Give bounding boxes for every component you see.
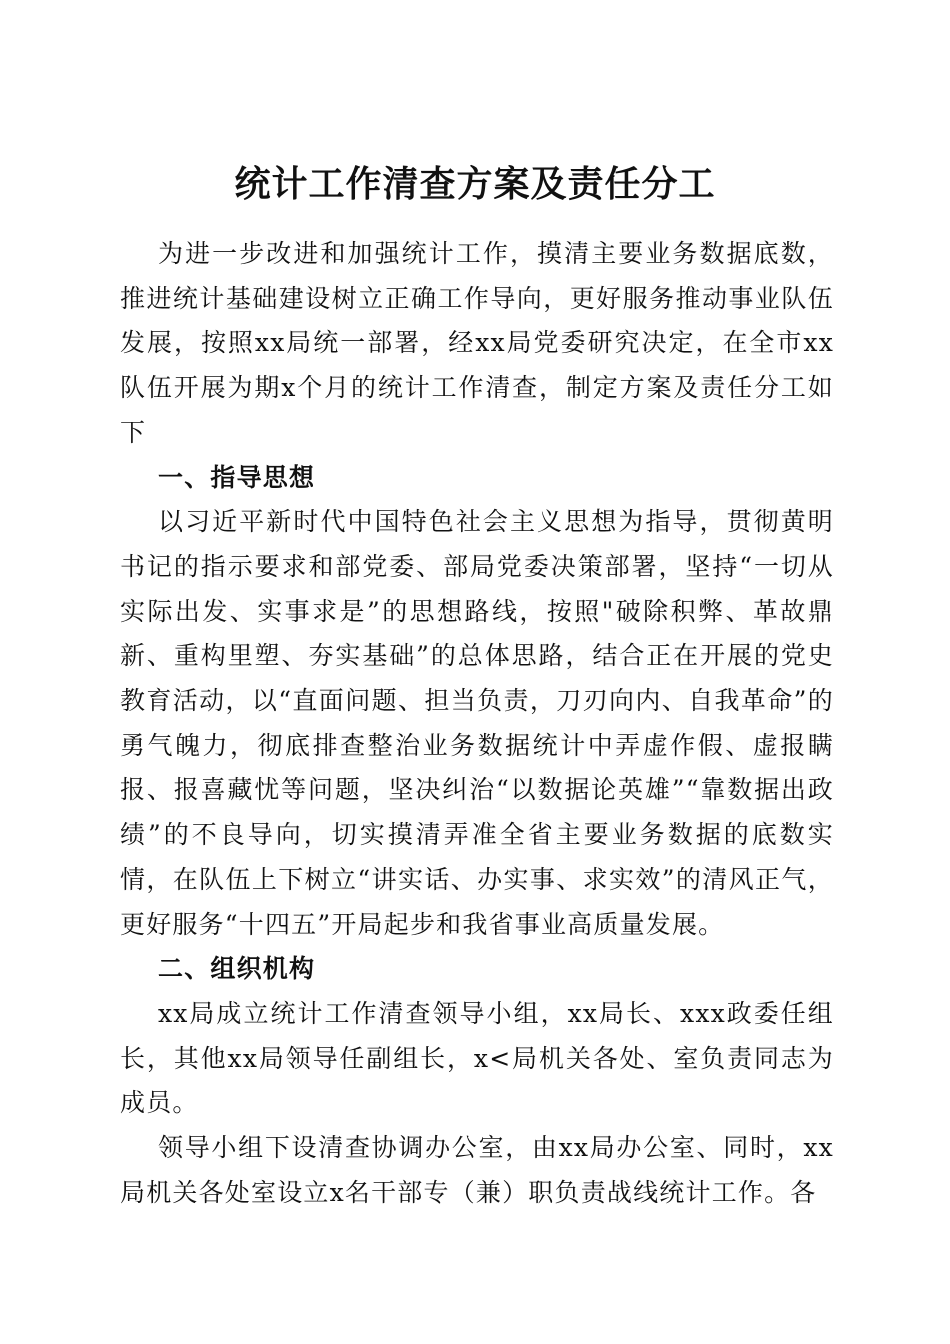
organization-paragraph-2: 领导小组下设清查协调办公室，由xx局办公室、同时，xx局机关各处室设立x名干部专（兼）职负责战线统计工作。各: [120, 1133, 834, 1207]
document-body: [120, 232, 834, 1215]
section-heading-organization: 二、组织机构: [158, 954, 316, 984]
document-title: 统计工作清查方案及责任分工: [234, 163, 716, 206]
organization-paragraph-1: xx局成立统计工作清查领导小组，xx局长、xxx政委任组长，其他xx局领导任副组长，x<局机关各处、室负责同志为成员。: [120, 998, 834, 1118]
section-heading-guiding-ideology: 一、指导思想: [158, 462, 316, 492]
intro-paragraph: 为进一步改进和加强统计工作，摸清主要业务数据底数，推进统计基础建设树立正确工作导向，更好服务推动事业队伍发展，按照xx局统一部署，经xx局党委研究决定，在全市xx队伍开展为期x个月的统计工作清查，制定方案及责任分工如下: [120, 239, 834, 447]
guiding-ideology-paragraph: 以习近平新时代中国特色社会主义思想为指导，贯彻黄明书记的指示要求和部党委、部局党委决策部署，坚持“一切从实际出发、实事求是”的思想路线，按照"破除积弊、革故鼎新、重构里塑、夯实基础”的总体思路，结合正在开展的党史教育活动，以“直面问题、担当负责，刀刃向内、自我革命”的勇气魄力，彻底排查整治业务数据统计中弄虚作假、虚报瞒报、报喜藏忧等问题，坚决纠治“以数据论英雄”“靠数据出政绩”的不良导向，切实摸清弄准全省主要业务数据的底数实情，在队伍上下树立“讲实话、办实事、求实效”的清风正气，更好服务“十四五”开局起步和我省事业高质量发展。: [120, 507, 834, 939]
